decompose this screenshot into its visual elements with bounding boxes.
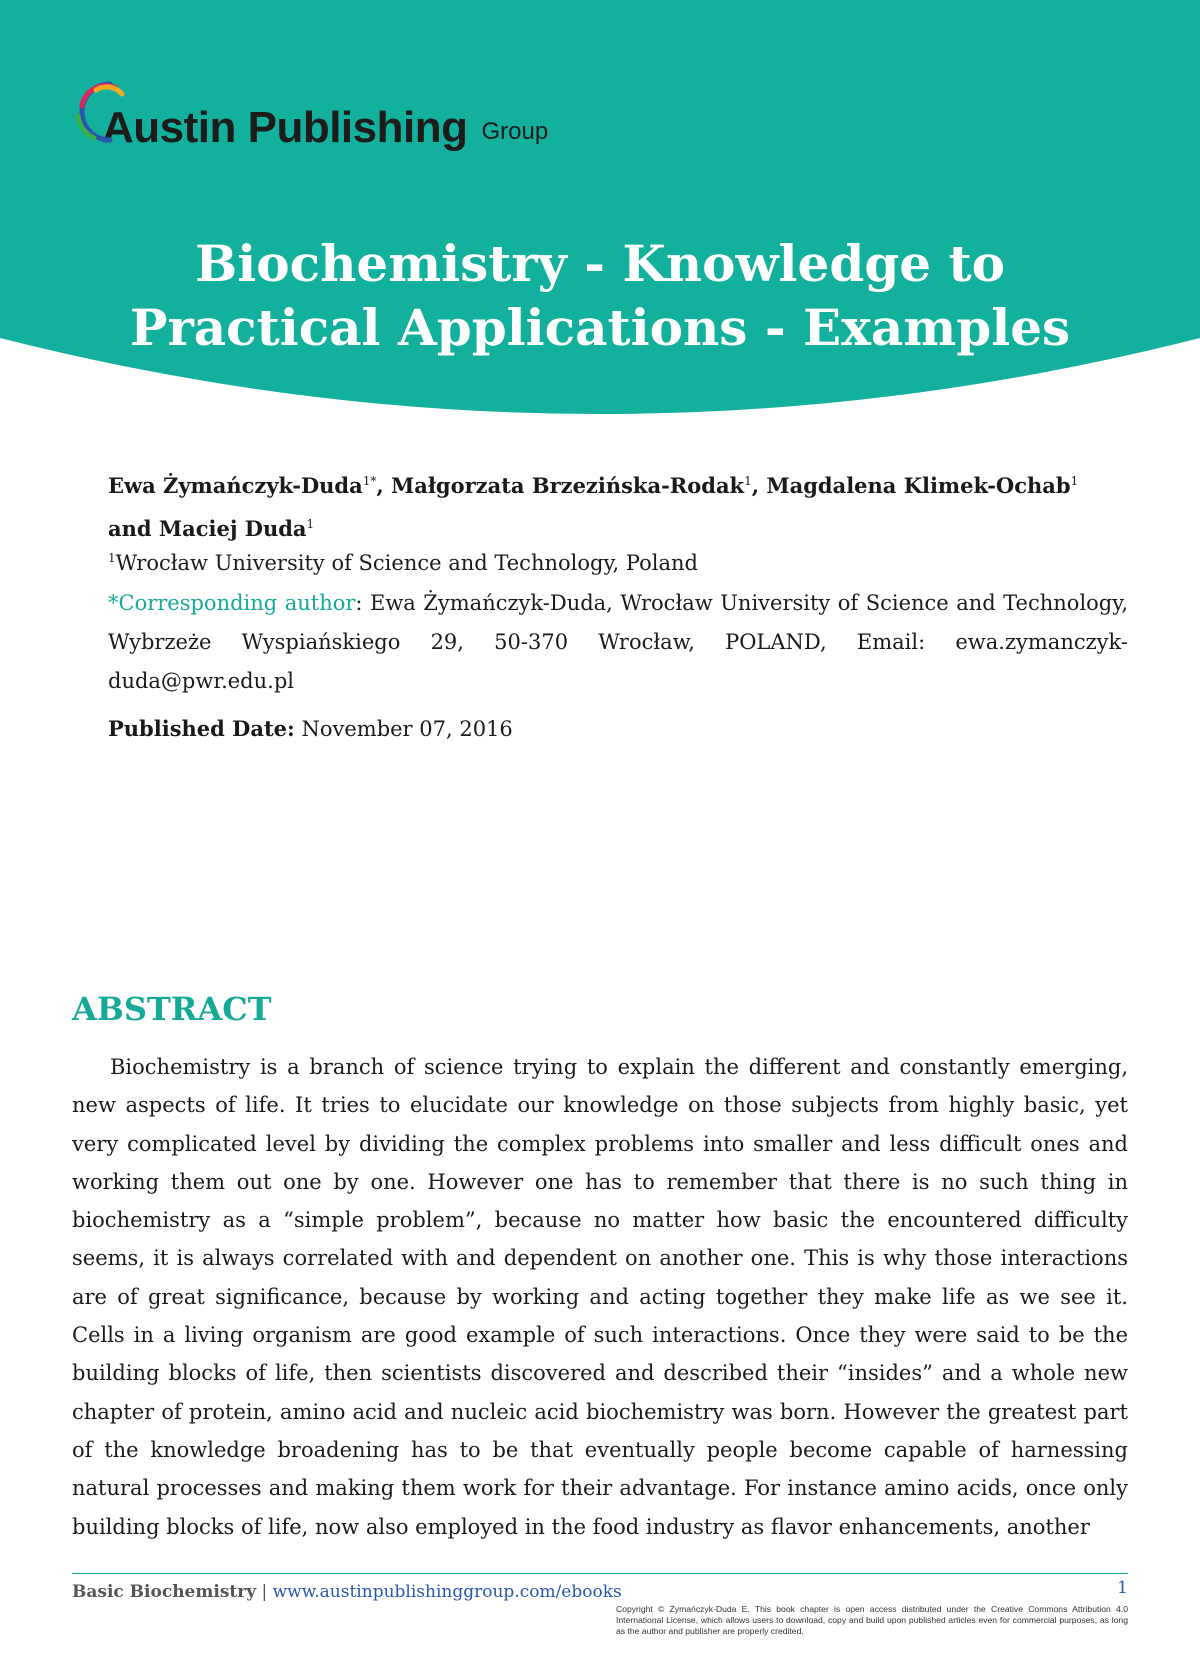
publisher-logo (68, 70, 548, 150)
affiliation-text: Wrocław University of Science and Technology, Poland (115, 551, 698, 575)
author-name: Maciej Duda (158, 516, 307, 541)
abstract-heading: ABSTRACT (72, 990, 272, 1028)
published-date-value: November 07, 2016 (301, 717, 513, 741)
author-list: Ewa Żymańczyk-Duda$^{1*}$, Małgorzata Brzezińska-Rodak$^1$, Magdalena Klimek-Ochab$^1$ and Maciej Duda$^1$ (108, 473, 1079, 541)
affiliation-marker: 1 (108, 551, 116, 565)
author-affiliation-marker: 1* (362, 474, 377, 488)
footer-journal-name: Basic Biochemistry (72, 1582, 257, 1602)
published-date (108, 716, 513, 741)
logo-wordmark: Austin Publishing (102, 103, 468, 152)
copyright-notice: Copyright © Żymańczyk-Duda E. This book chapter is open access distributed under the Creative Commons Attribution 4.0 International License, which allows users to download, copy and build upon published articles even for commercial purposes, as long as the author and publisher are properly credited. (616, 1604, 1128, 1636)
corresponding-author (108, 584, 1128, 701)
published-date-label: Published Date: (108, 716, 295, 741)
author-name: Magdalena Klimek-Ochab (766, 473, 1071, 498)
author-name: Ewa Żymańczyk-Duda (108, 473, 363, 498)
corresponding-author-details: : Ewa Żymańczyk-Duda, Wrocław University of Science and Technology, Wybrzeże Wyspiańskiego 29, 50-370 Wrocław, POLAND, Email: ewa.zymanczyk-duda@pwr.edu.pl (108, 591, 1128, 693)
author-name: Małgorzata Brzezińska-Rodak (391, 473, 745, 498)
author-affiliation-marker: 1 (744, 474, 752, 488)
footer-citation (72, 1582, 622, 1602)
author-affiliation-marker: 1 (306, 517, 315, 531)
footer-separator: | (256, 1582, 273, 1602)
corresponding-author-label: *Corresponding author (108, 591, 356, 615)
footer-url-link[interactable]: www.austinpublishinggroup.com/ebooks (272, 1582, 622, 1602)
author-affiliation-marker: 1 (1070, 474, 1079, 488)
logo-group-text: Group (481, 118, 549, 145)
author-conjunction: and (108, 516, 152, 541)
affiliation (108, 540, 698, 581)
header-band (0, 0, 1200, 440)
page-number: 1 (1117, 1578, 1128, 1598)
footer-divider (72, 1573, 1128, 1574)
abstract-body: Biochemistry is a branch of science trying to explain the different and constantly emerging, new aspects of life. It tries to elucidate our knowledge on those subjects from highly basic, yet very complicated level by dividing the complex problems into smaller and less difficult ones and working them out one by one. However one has to remember that there is no such thing in biochemistry as a “simple problem”, because no matter how basic the encountered difficulty seems, it is always correlated with and dependent on another one. This is why those interactions are of great significance, because by working and acting together they make life as we see it. Cells in a living organism are good example of such interactions. Once they were said to be the building blocks of life, then scientists discovered and described their “insides” and a whole new chapter of protein, amino acid and nucleic acid biochemistry was born. However the greatest part of the knowledge broadening has to be that eventually people become capable of harnessing natural processes and making them work for their advantage. For instance amino acids, once only building blocks of life, now also employed in the food industry as flavor enhancements, another (72, 1055, 1128, 1539)
logo-arc-icon (68, 76, 138, 148)
document-title: Biochemistry - Knowledge to Practical Applications - Examples (129, 234, 1071, 357)
header-band-shape (0, 0, 1200, 440)
